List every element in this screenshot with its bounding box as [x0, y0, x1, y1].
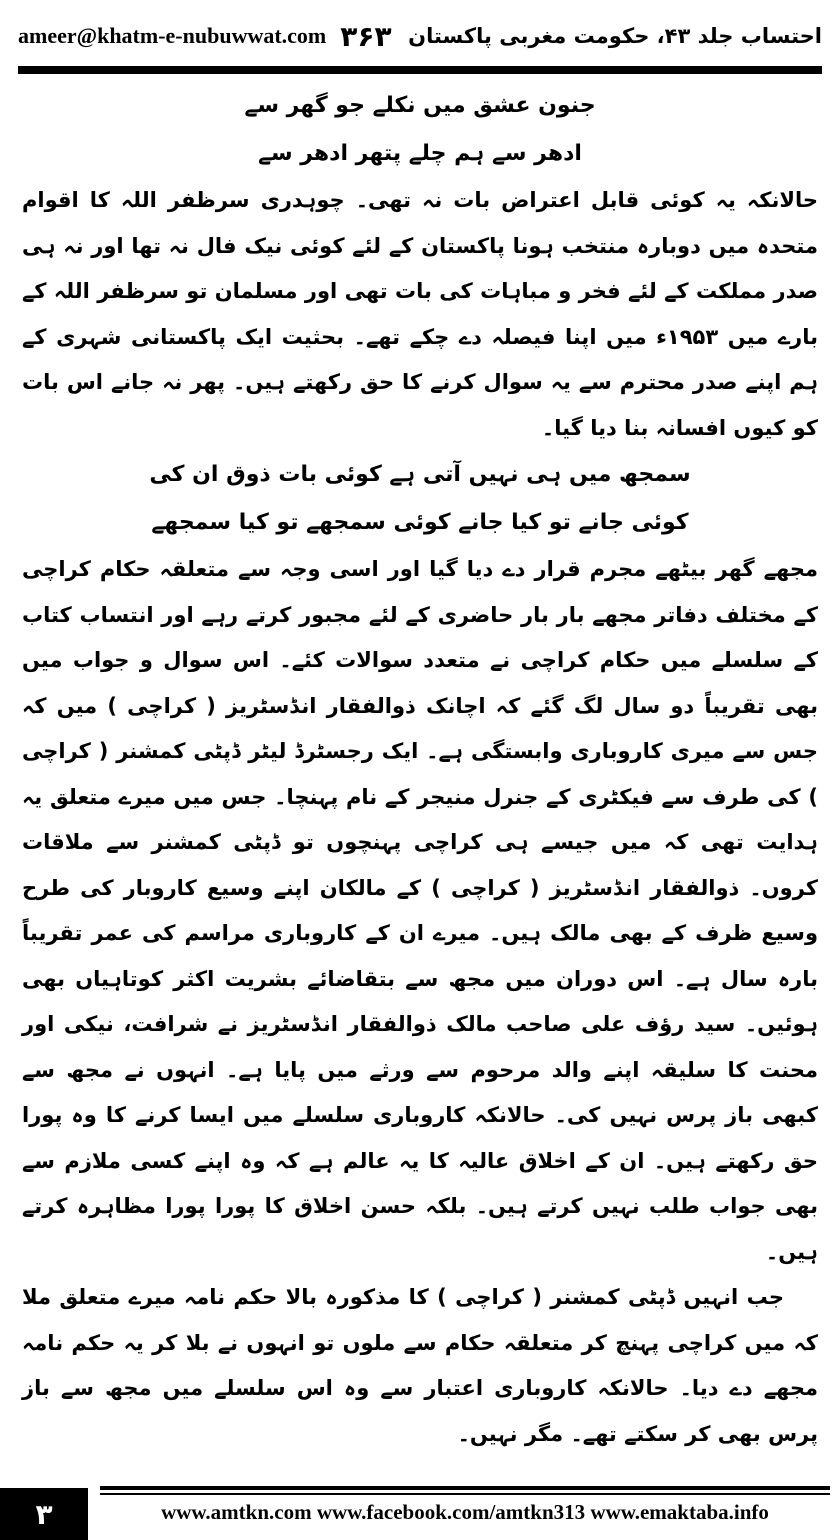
- page-body: [22, 82, 818, 1457]
- verse-couplet-2-line-1: سمجھ میں ہی نہیں آتی ہے کوئی بات ذوق ان کی: [149, 462, 691, 487]
- header-email: ameer@khatm-e-nubuwwat.com: [18, 23, 327, 48]
- header-book-title: احتساب جلد ۴۳، حکومت مغربی پاکستان: [408, 24, 822, 48]
- header-left: [18, 20, 392, 53]
- paragraph-2: [22, 547, 818, 1275]
- footer-links: www.amtkn.com www.facebook.com/amtkn313 www.emaktaba.info: [161, 1500, 769, 1524]
- verse-couplet-1-line-1: جنون عشق میں نکلے جو گھر سے: [244, 93, 596, 118]
- header-rule: [18, 66, 822, 74]
- page-footer: [0, 1484, 840, 1540]
- footer-rule-thin: [100, 1493, 830, 1495]
- verse-couplet-1-line-2: ادھر سے ہم چلے پتھر ادھر سے: [258, 141, 582, 166]
- page-header: [18, 14, 822, 58]
- footer-rule-thick: [100, 1486, 830, 1490]
- paragraph-2-text: مجھے گھر بیٹھے مجرم قرار دے دیا گیا اور اسی وجہ سے متعلقہ حکام کراچی کے مختلف دفاتر مجھے بار بار حاضری کے لئے مجبور کرتے رہے اور انتساب کتاب کے سلسلے میں حکام کراچی نے متعدد سوالات کئے۔ اس سوال و جواب میں بھی تقریباً دو سال لگ گئے کہ اچانک ذوالفقار انڈسٹریز ( کراچی ) میں کہ جس سے میری کاروباری وابستگی ہے۔ ایک رجسٹرڈ لیٹر ڈپٹی کمشنر ( کراچی ) کی طرف سے فیکٹری کے جنرل منیجر کے نام پہنچا۔ جس میں میرے متعلق یہ ہدایت تھی کہ میں جیسے ہی کراچی پہنچوں تو ڈپٹی کمشنر سے ملاقات کروں۔ ذوالفقار انڈسٹریز ( کراچی ) کے مالکان اپنے وسیع کاروبار کی طرح وسیع ظرف کے بھی مالک ہیں۔ میرے ان کے کاروباری مراسم کی عمر تقریباً بارہ سال ہے۔ اس دوران میں مجھ سے بتقاضائے بشریت اکثر کوتاہیاں بھی ہوئیں۔ سید رؤف علی صاحب مالک ذوالفقار انڈسٹریز نے شرافت، نیکی اور محنت کا سلیقہ اپنے والد مرحوم سے ورثے میں پایا ہے۔ انہوں نے مجھ سے کبھی باز پرس نہیں کی۔ حالانکہ کاروباری سلسلے میں ایسا کرنے کا وہ پورا حق رکھتے ہیں۔ ان کے اخلاق عالیہ کا یہ عالم ہے کہ وہ اپنے کسی ملازم سے بھی جواب طلب نہیں کرتے ہیں۔ بلکہ حسن اخلاق کا پورا پورا مظاہرہ کرتے ہیں۔: [22, 557, 818, 1264]
- verse-couplet-2-line-2: کوئی جانے تو کیا جانے کوئی سمجھے تو کیا سمجھے: [151, 510, 689, 535]
- footer-page-number: ۳: [0, 1488, 88, 1540]
- paragraph-3-text: جب انہیں ڈپٹی کمشنر ( کراچی ) کا مذکورہ بالا حکم نامہ میرے متعلق ملا کہ میں کراچی پہنچ کر متعلقہ حکام سے ملوں تو انہوں نے بلا کر یہ حکم نامہ مجھے دے دیا۔ حالانکہ کاروباری اعتبار سے وہ اس سلسلے میں مجھ سے باز پرس بھی کر سکتے تھے۔ مگر نہیں۔: [22, 1285, 818, 1446]
- header-page-number: ۳۶۳: [340, 19, 392, 53]
- paragraph-1-text: حالانکہ یہ کوئی قابل اعتراض بات نہ تھی۔ چوہدری سرظفر اللہ کا اقوام متحدہ میں دوبارہ منتخب ہونا پاکستان کے لئے کوئی نیک فال نہ تھا اور نہ ہی صدر مملکت کے لئے فخر و مباہات کی بات تھی اور مسلمان تو سرظفر اللہ کے بارے میں ۱۹۵۳ء میں اپنا فیصلہ دے چکے تھے۔ بحثیت ایک پاکستانی شہری کے ہم اپنے صدر محترم سے یہ سوال کرنے کا حق رکھتے ہیں۔ پھر نہ جانے اس بات کو کیوں افسانہ بنا دیا گیا۔: [22, 188, 818, 440]
- paragraph-1: [22, 178, 818, 451]
- paragraph-3: [22, 1275, 818, 1457]
